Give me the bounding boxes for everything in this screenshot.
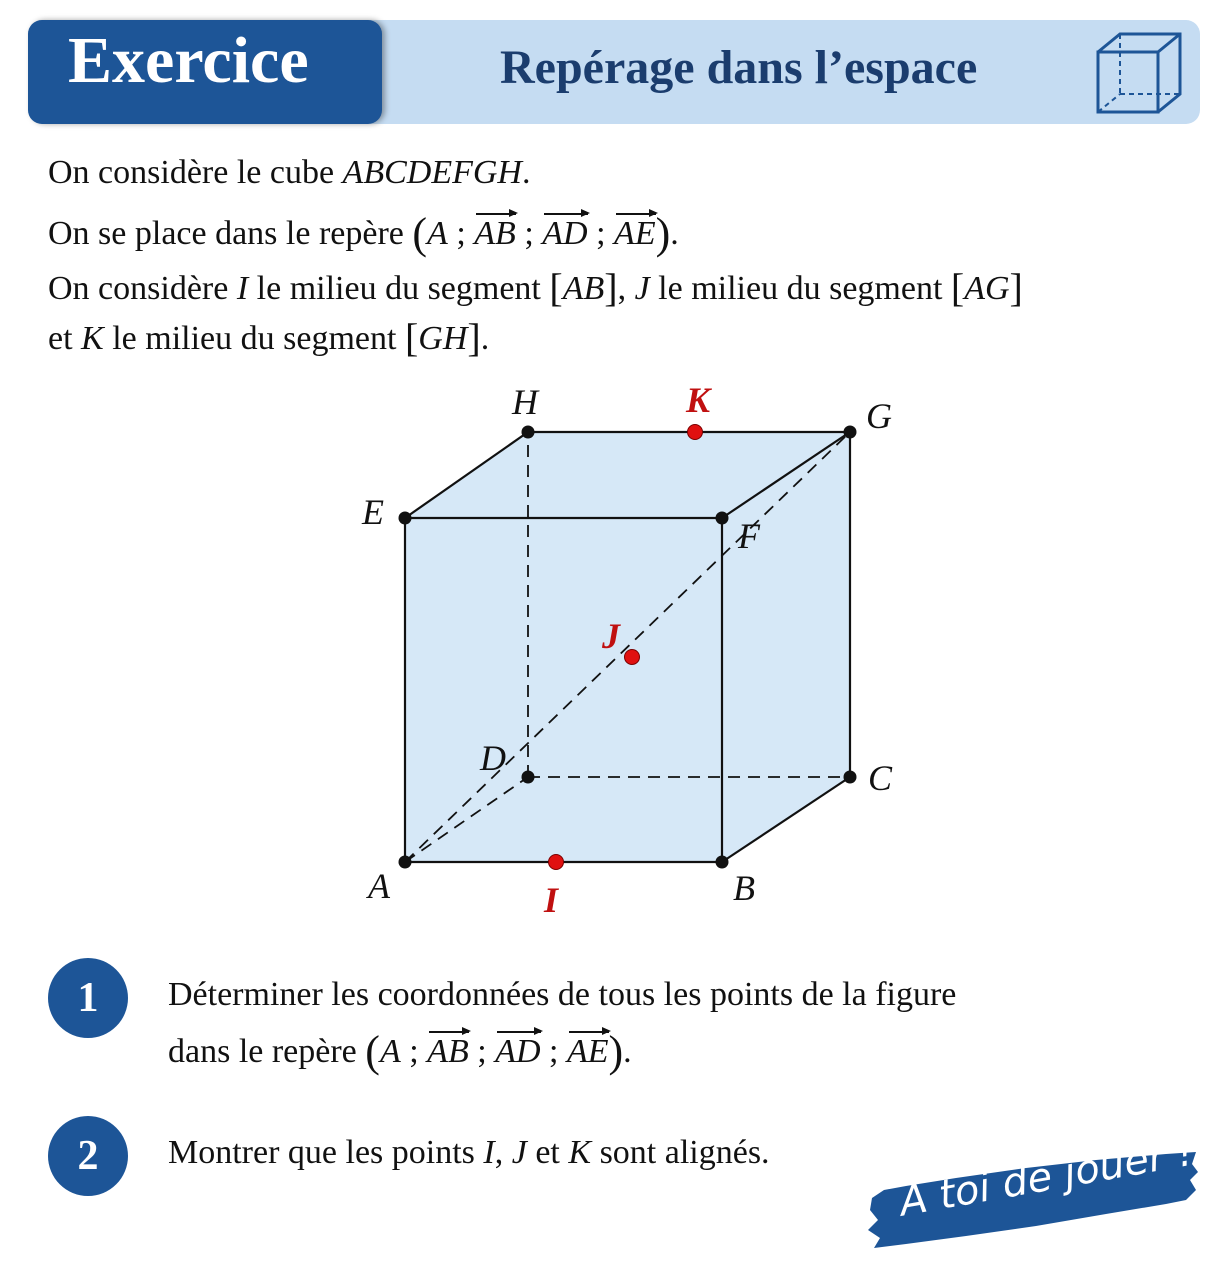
label-c: C xyxy=(868,758,893,798)
point-k xyxy=(688,425,703,440)
bracket-close: ] xyxy=(1009,265,1023,310)
frame-origin: A xyxy=(427,215,448,252)
label-d: D xyxy=(480,738,506,778)
point-name-k: K xyxy=(568,1134,592,1171)
statement-text: On se place dans le repère xyxy=(48,215,413,252)
point-name-j: J xyxy=(634,270,650,307)
statement-punct: . xyxy=(521,154,531,191)
question-2-badge: 2 xyxy=(48,1116,128,1196)
point-e xyxy=(399,512,412,525)
segment-ag: AG xyxy=(964,270,1010,307)
question-text: , xyxy=(494,1134,512,1171)
frame-separator: ; xyxy=(549,1033,559,1070)
bracket-close: ] xyxy=(467,315,481,360)
cube-front-face xyxy=(405,518,722,862)
frame-separator: ; xyxy=(477,1033,487,1070)
point-b xyxy=(716,856,729,869)
label-e: E xyxy=(362,492,384,532)
vector-ae: AE xyxy=(614,215,656,252)
paren-close: ) xyxy=(608,1027,624,1076)
question-text: sont alignés. xyxy=(591,1134,770,1171)
label-k: K xyxy=(686,380,711,420)
label-g: G xyxy=(866,396,892,436)
point-name-i: I xyxy=(483,1134,495,1171)
segment-gh: GH xyxy=(418,320,468,357)
label-i: I xyxy=(544,880,559,920)
label-f: F xyxy=(738,516,760,556)
vector-ad: AD xyxy=(542,215,588,252)
statement-text: On considère le cube xyxy=(48,154,343,191)
question-1-line-1: Déterminer les coordonnées de tous les points de la figure xyxy=(168,976,957,1013)
statement-text: On considère xyxy=(48,270,237,307)
frame-separator: ; xyxy=(596,215,606,252)
point-a xyxy=(399,856,412,869)
point-i xyxy=(549,855,564,870)
bracket-open: [ xyxy=(549,265,563,310)
point-g xyxy=(844,426,857,439)
point-h xyxy=(522,426,535,439)
frame-separator: ; xyxy=(409,1033,419,1070)
point-d xyxy=(522,771,535,784)
page-title: Repérage dans l’espace xyxy=(500,41,978,94)
label-b: B xyxy=(733,868,755,908)
statement-line-3: On considère I le milieu du segment [AB], J le milieu du segment [AG] xyxy=(48,265,1023,310)
vector-ae: AE xyxy=(566,1033,609,1070)
frame-origin: A xyxy=(379,1033,401,1070)
bracket-open: [ xyxy=(950,265,965,310)
paren-open: ( xyxy=(365,1027,380,1076)
point-name-i: I xyxy=(236,270,249,307)
statement-text: le milieu du segment xyxy=(103,320,405,357)
label-j: J xyxy=(602,616,620,656)
point-f xyxy=(716,512,729,525)
vector-ad: AD xyxy=(495,1033,541,1070)
vector-ab: AB xyxy=(427,1033,469,1070)
question-1-line-2: dans le repère (A ; AB ; AD ; AE). xyxy=(168,1027,632,1076)
question-2-text xyxy=(168,1136,770,1170)
statement-text: et xyxy=(48,320,82,357)
paren-open: ( xyxy=(412,209,428,258)
statement-line-2: On se place dans le repère (A ; AB ; AD ; AE). xyxy=(48,209,679,258)
exercise-tab-label: Exercice xyxy=(68,24,309,97)
segment-ab: AB xyxy=(562,270,605,307)
paren-close: ) xyxy=(655,209,671,258)
label-h: H xyxy=(512,382,538,422)
stamp-label: À toi de jouer ! xyxy=(896,1128,1198,1226)
bracket-open: [ xyxy=(404,315,419,360)
point-name-j: J xyxy=(511,1134,527,1171)
vector-ab: AB xyxy=(474,215,516,252)
frame-separator: ; xyxy=(456,215,466,252)
bracket-close: ] xyxy=(604,265,618,310)
statement-line-4: et K le milieu du segment [GH]. xyxy=(48,315,490,360)
question-text: dans le repère xyxy=(168,1033,366,1070)
point-name-k: K xyxy=(81,320,104,357)
point-j xyxy=(625,650,640,665)
label-a: A xyxy=(368,866,390,906)
cube-name: ABCDEFGH xyxy=(342,154,522,191)
statement-text: le milieu du segment xyxy=(248,270,550,307)
question-text: et xyxy=(526,1134,569,1171)
statement-text: le milieu du segment xyxy=(649,270,951,307)
point-c xyxy=(844,771,857,784)
question-1-badge: 1 xyxy=(48,958,128,1038)
question-text: Montrer que les points xyxy=(168,1134,484,1171)
frame-separator: ; xyxy=(524,215,534,252)
